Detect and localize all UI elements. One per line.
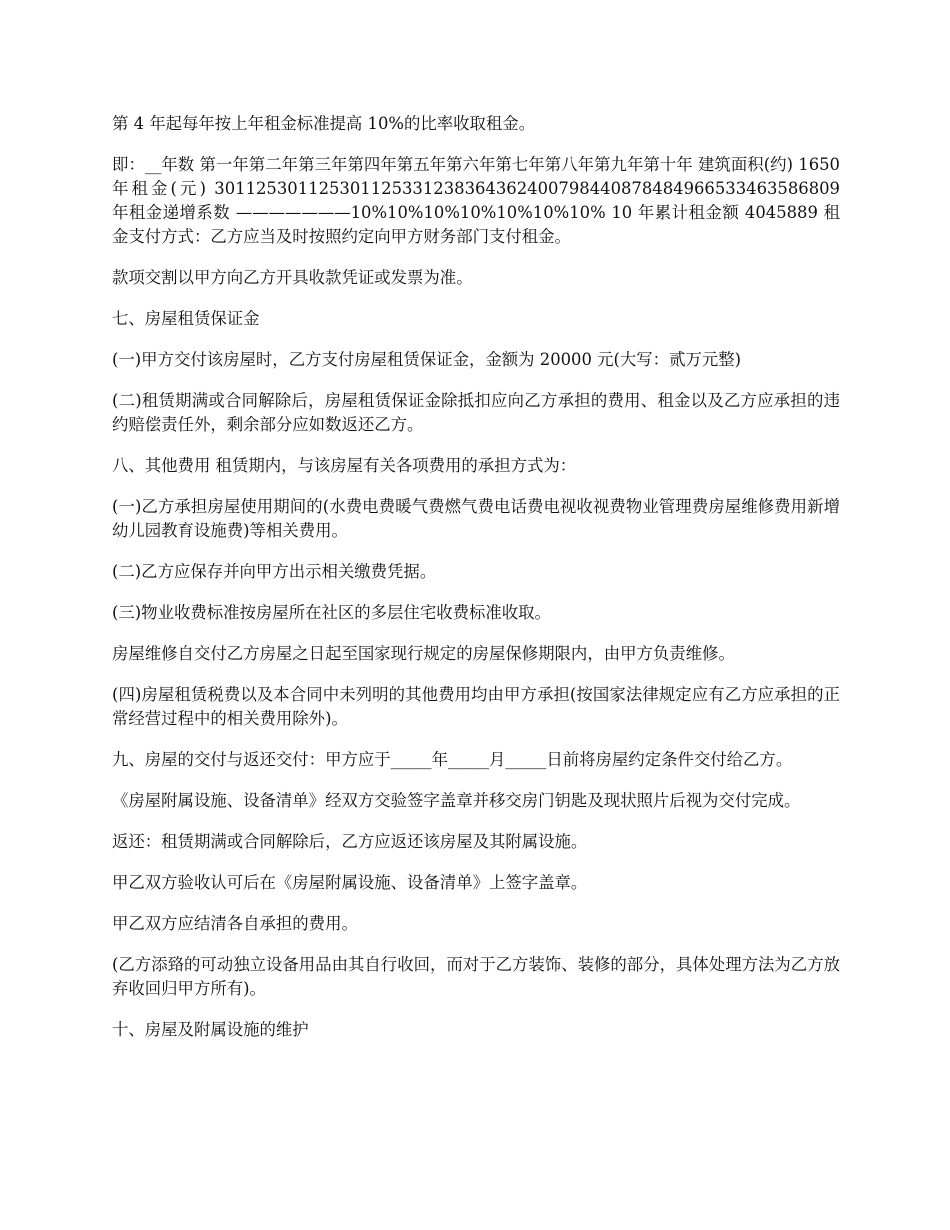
paragraph-rent-increase: 第 4 年起每年按上年租金标准提高 10%的比率收取租金。 — [112, 114, 536, 133]
paragraph-acceptance: 甲乙双方验收认可后在《房屋附属设施、设备清单》上签字盖章。 — [112, 873, 588, 892]
paragraph-rent-table: 即：__年数 第一年第二年第三年第四年第五年第六年第七年第八年第九年第十年 建筑面积(约) 1650 年租金(元) 301125301125301125331238364362400798440878484966533463586809 年租金递增系数 ———————10%10%10%10%10%10%10% 10 年累计租金额 4045889 租金支付方式：乙方应当及时按照约定向甲方财务部门支付租金。 — [112, 155, 840, 246]
section-heading-deposit: 七、房屋租赁保证金 — [112, 309, 260, 328]
section-heading-delivery: 九、房屋的交付与返还交付：甲方应于_____年_____月_____日前将房屋约定条件交付给乙方。 — [112, 750, 793, 769]
paragraph-fee-receipts: (二)乙方应保存并向甲方出示相关缴费凭据。 — [112, 562, 437, 581]
paragraph-fees-tenant: (一)乙方承担房屋使用期间的(水费电费暖气费燃气费电话费电视收视费物业管理费房屋维修费用新增幼儿园教育设施费)等相关费用。 — [112, 497, 840, 540]
paragraph-settle-fees: 甲乙双方应结清各自承担的费用。 — [112, 914, 358, 933]
section-heading-other-fees: 八、其他费用 租赁期内，与该房屋有关各项费用的承担方式为： — [112, 456, 577, 475]
paragraph-equipment: (乙方添臵的可动独立设备用品由其自行收回，而对于乙方装饰、装修的部分，具体处理方法为乙方放弃收回归甲方所有)。 — [112, 955, 840, 998]
paragraph-payment-receipt: 款项交割以甲方向乙方开具收款凭证或发票为准。 — [112, 268, 473, 287]
document-page — [112, 112, 840, 1059]
paragraph-deposit-return: (二)租赁期满或合同解除后，房屋租赁保证金除抵扣应向乙方承担的费用、租金以及乙方应承担的违约赔偿责任外，剩余部分应如数返还乙方。 — [112, 391, 840, 434]
paragraph-taxes: (四)房屋租赁税费以及本合同中未列明的其他费用均由甲方承担(按国家法律规定应有乙方应承担的正常经营过程中的相关费用除外)。 — [112, 685, 840, 728]
section-heading-maintenance: 十、房屋及附属设施的维护 — [112, 1020, 309, 1039]
paragraph-deposit-amount: (一)甲方交付该房屋时，乙方支付房屋租赁保证金，金额为 20000 元(大写：贰万元整) — [112, 350, 742, 369]
paragraph-property-fee-standard: (三)物业收费标准按房屋所在社区的多层住宅收费标准收取。 — [112, 603, 551, 622]
paragraph-delivery-complete: 《房屋附属设施、设备清单》经双方交验签字盖章并移交房门钥匙及现状照片后视为交付完成。 — [112, 791, 801, 810]
paragraph-maintenance: 房屋维修自交付乙方房屋之日起至国家现行规定的房屋保修期限内，由甲方负责维修。 — [112, 644, 735, 663]
paragraph-return: 返还：租赁期满或合同解除后，乙方应返还该房屋及其附属设施。 — [112, 832, 588, 851]
